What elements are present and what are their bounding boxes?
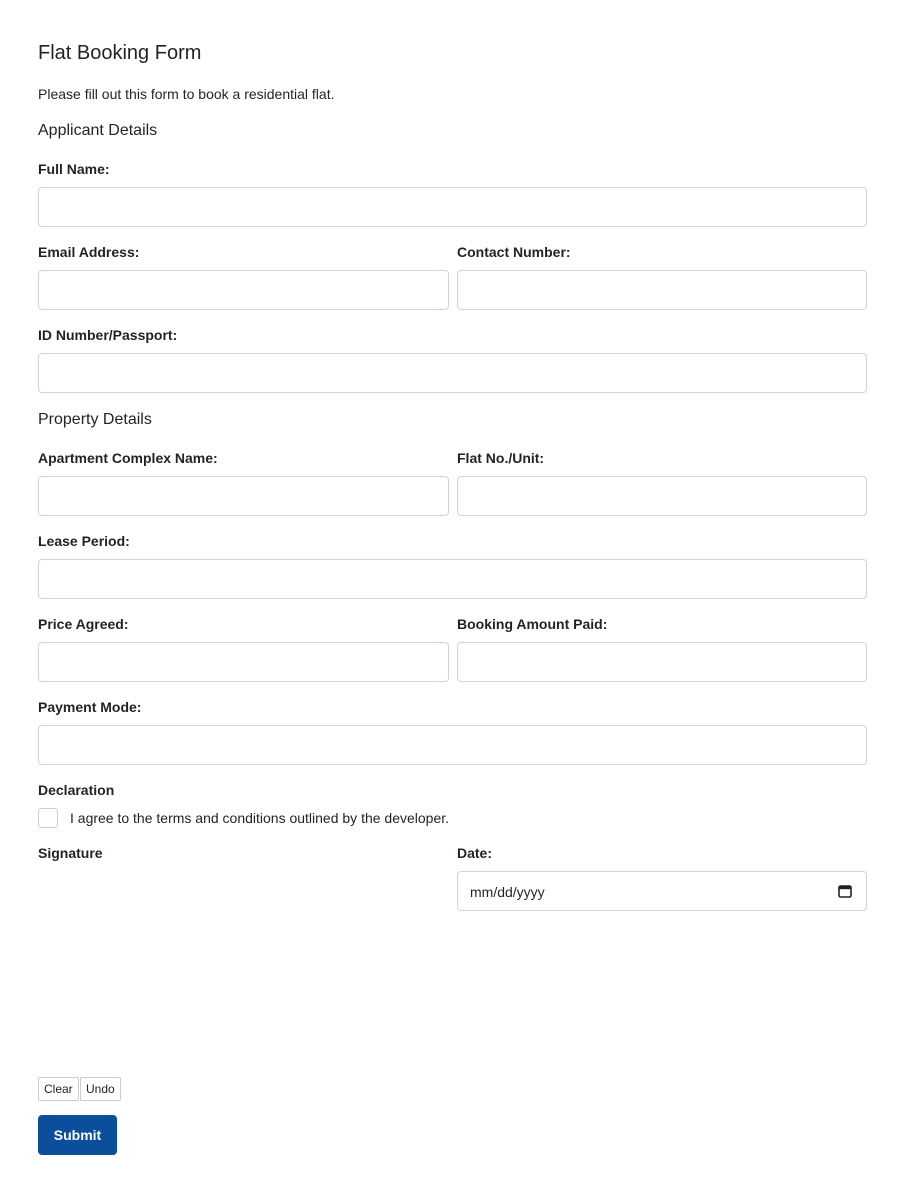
signature-label: Signature xyxy=(38,845,103,861)
property-details-heading: Property Details xyxy=(38,411,152,428)
declaration-label: Declaration xyxy=(38,782,115,798)
date-input[interactable] xyxy=(457,871,867,911)
terms-checkbox[interactable] xyxy=(38,808,58,828)
flat-number-label: Flat No./Unit: xyxy=(457,450,545,466)
undo-signature-button[interactable]: Undo xyxy=(80,1077,121,1101)
apartment-complex-label: Apartment Complex Name: xyxy=(38,450,218,466)
id-number-input[interactable] xyxy=(38,353,867,393)
signature-pad[interactable] xyxy=(38,870,438,1070)
apartment-complex-input[interactable] xyxy=(38,476,449,516)
date-label: Date: xyxy=(457,845,493,861)
booking-amount-input[interactable] xyxy=(457,642,867,682)
email-input[interactable] xyxy=(38,270,449,310)
price-agreed-input[interactable] xyxy=(38,642,449,682)
contact-number-label: Contact Number: xyxy=(457,244,571,260)
submit-button[interactable]: Submit xyxy=(38,1115,117,1155)
lease-period-label: Lease Period: xyxy=(38,533,130,549)
terms-checkbox-label[interactable]: I agree to the terms and conditions outlined by the developer. xyxy=(70,810,450,826)
price-agreed-label: Price Agreed: xyxy=(38,616,129,632)
id-number-label: ID Number/Passport: xyxy=(38,327,178,343)
contact-number-input[interactable] xyxy=(457,270,867,310)
email-label: Email Address: xyxy=(38,244,140,260)
flat-number-input[interactable] xyxy=(457,476,867,516)
form-intro: Please fill out this form to book a residential flat. xyxy=(38,86,335,102)
full-name-input[interactable] xyxy=(38,187,867,227)
payment-mode-input[interactable] xyxy=(38,725,867,765)
lease-period-input[interactable] xyxy=(38,559,867,599)
calendar-icon[interactable] xyxy=(838,884,852,898)
payment-mode-label: Payment Mode: xyxy=(38,699,142,715)
date-placeholder: mm/dd/yyyy xyxy=(470,884,545,900)
clear-signature-button[interactable]: Clear xyxy=(38,1077,79,1101)
full-name-label: Full Name: xyxy=(38,161,110,177)
applicant-details-heading: Applicant Details xyxy=(38,122,158,139)
booking-amount-label: Booking Amount Paid: xyxy=(457,616,608,632)
form-title: Flat Booking Form xyxy=(38,42,202,64)
